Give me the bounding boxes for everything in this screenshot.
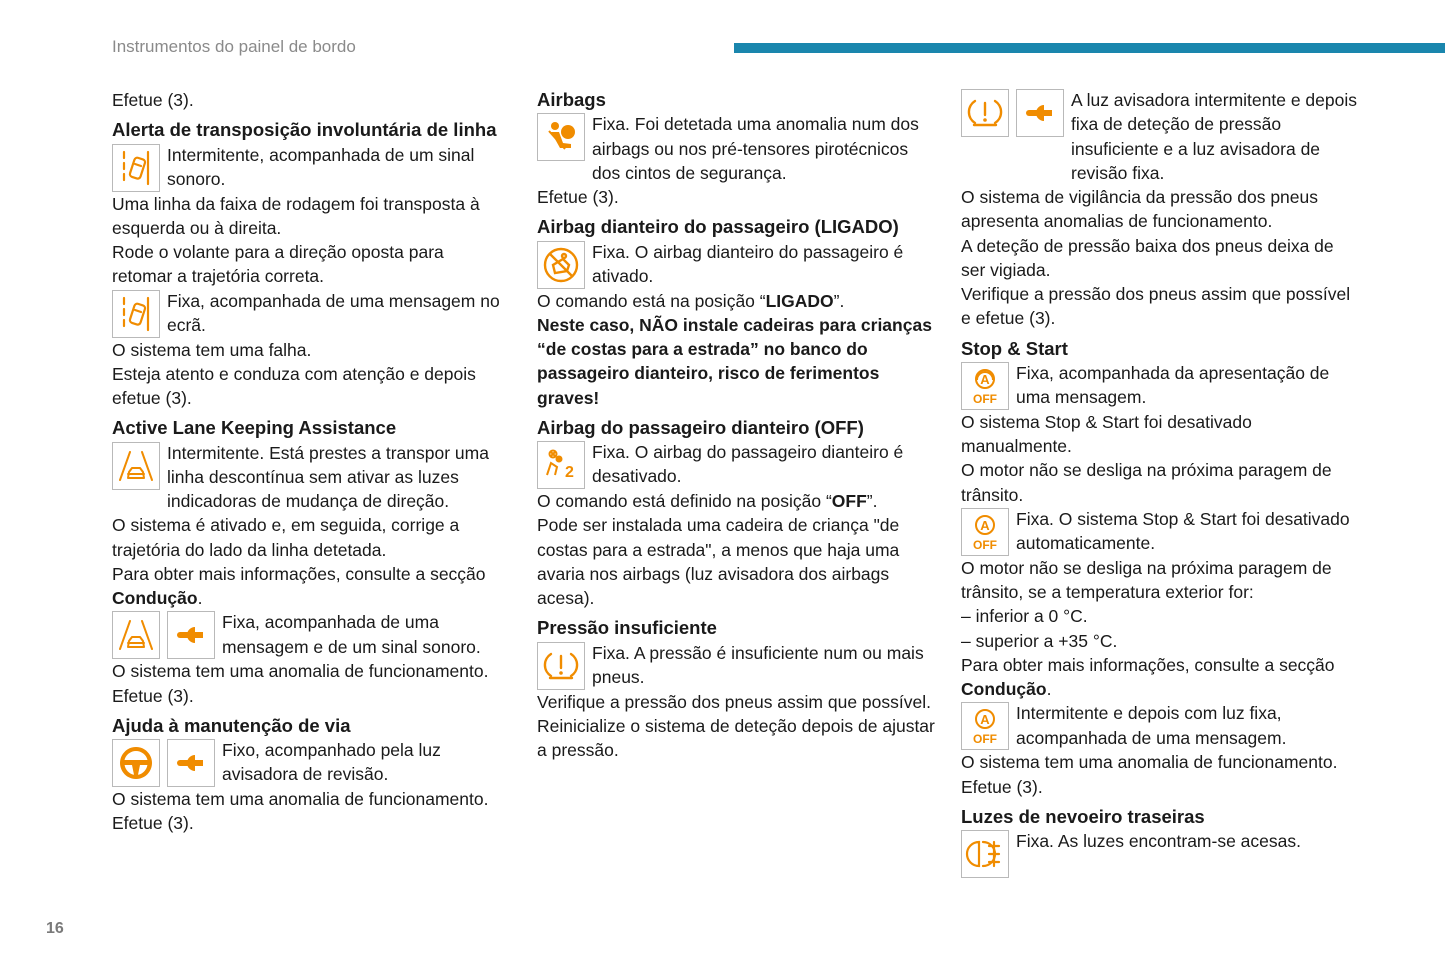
fog-row-1 [961, 829, 1357, 878]
paragraph: Reinicialize o sistema de deteção depois de ajustar a pressão. [537, 715, 935, 760]
paragraph-with-reference: Para obter mais informações, consulte a secção Condução. [112, 563, 486, 608]
pressure-row-1 [537, 641, 935, 690]
off-label: OFF [973, 391, 997, 406]
pressure-row-1-text: Fixa. A pressão é insuficiente num ou mais pneus. [592, 642, 924, 687]
alka-row-1-text: Intermitente. Está prestes a transpor uma linha descontínua sem ativar as luzes indicadoras de mudança de direção. [167, 442, 489, 511]
rear-fog-light-icon [961, 830, 1009, 878]
paragraph-with-reference: O comando está na posição “LIGADO”. [537, 290, 845, 311]
paragraph: O motor não se desliga na próxima paragem de trânsito. [961, 460, 1332, 505]
paragraph: O sistema é ativado e, em seguida, corrige a trajetória do lado da linha detetada. [112, 515, 460, 560]
list-item: – inferior a 0 °C. [961, 606, 1088, 627]
paragraph: Efetue (3). [961, 776, 1043, 797]
paragraph: Efetue (3). [537, 187, 619, 207]
airbag-icon [537, 113, 585, 161]
paragraph: O sistema de vigilância da pressão dos pneus apresenta anomalias de funcionamento. [961, 187, 1319, 232]
column-middle [537, 88, 935, 762]
stop-start-row-2-text: Fixa. O sistema Stop & Start foi desativado automaticamente. [1016, 508, 1350, 553]
paragraph: Efetue (3). [112, 813, 194, 834]
section-heading-airbag-on: Airbag dianteiro do passageiro (LIGADO) [537, 216, 899, 238]
paragraph: Pode ser instalada uma cadeira de criança "de costas para a estrada", a menos que haja uma avaria nos airbags (luz avisadora dos airbags acesa). [537, 515, 900, 608]
paragraph: Rode o volante para a direção oposta para retomar a trajetória correta. [112, 242, 444, 287]
stop-start-row-3 [961, 701, 1357, 750]
paragraph: A deteção de pressão baixa dos pneus deixa de ser vigiada. [961, 235, 1334, 280]
child-seat-prohibited-icon [537, 241, 585, 289]
paragraph: O sistema tem uma anomalia de funcionamento. [961, 752, 1338, 773]
svg-text:A: A [980, 712, 990, 728]
lane-alert-row-1-text: Intermitente, acompanhada de um sinal sonoro. [167, 144, 475, 189]
paragraph: O sistema tem uma anomalia de funcionamento. [112, 789, 489, 809]
airbag-off-row-1 [537, 440, 935, 489]
stop-start-row-3-text: Intermitente e depois com luz fixa, acompanhada de uma mensagem. [1016, 703, 1287, 748]
tpms-row-1 [961, 88, 1357, 185]
column-left [112, 88, 508, 836]
section-heading-lane-help: Ajuda à manutenção de via [112, 714, 351, 736]
paragraph: O sistema tem uma anomalia de funcionamento. [112, 661, 489, 682]
svg-text:2: 2 [565, 464, 574, 481]
airbags-row-1-text: Fixa. Foi detetada uma anomalia num dos airbags ou nos pré-tensores pirotécnicos dos cintos de segurança. [592, 114, 919, 183]
tyre-pressure-icon [537, 642, 585, 690]
running-header: Instrumentos do painel de bordo [112, 37, 356, 56]
paragraph: O sistema Stop & Start foi desativado manualmente. [961, 411, 1252, 456]
svg-text:A: A [980, 517, 990, 533]
page-number: 16 [46, 920, 64, 937]
paragraph: Efetue (3). [112, 685, 194, 706]
wrench-icon [167, 611, 215, 659]
paragraph-with-reference: Para obter mais informações, consulte a secção Condução. [961, 654, 1335, 699]
lane-keeping-icon [112, 611, 160, 659]
section-heading-pressure: Pressão insuficiente [537, 617, 717, 639]
section-reference: Condução [961, 679, 1047, 699]
paragraph: Efetue (3). [112, 90, 194, 110]
airbag-on-row-1-text: Fixa. O airbag dianteiro do passageiro é ativado. [592, 241, 904, 286]
stop-start-off-icon [961, 508, 1009, 556]
fog-row-1-text: Fixa. As luzes encontram-se acesas. [1016, 831, 1301, 851]
section-heading-stop-start: Stop & Start [961, 337, 1068, 359]
lane-alert-row-1 [112, 143, 508, 192]
column-right [961, 88, 1357, 878]
stop-start-row-1 [961, 361, 1357, 410]
lane-help-row-1 [112, 738, 508, 787]
section-heading-alka: Active Lane Keeping Assistance [112, 417, 397, 439]
stop-start-off-icon [961, 362, 1009, 410]
airbag-on-row-1 [537, 240, 935, 289]
paragraph: O motor não se desliga na próxima paragem de trânsito, se a temperatura exterior for: [961, 557, 1332, 602]
safety-warning: Neste caso, NÃO instale cadeiras para crianças “de costas para a estrada” no banco do passageiro dianteiro, risco de ferimentos graves! [537, 314, 932, 408]
wrench-icon [167, 739, 215, 787]
lane-keeping-icon [112, 442, 160, 490]
lane-alert-row-2 [112, 289, 508, 338]
lane-departure-icon [112, 290, 160, 338]
wrench-icon [1016, 89, 1064, 137]
stop-start-off-icon [961, 702, 1009, 750]
alka-row-2-text: Fixa, acompanhada de uma mensagem e de um sinal sonoro. [222, 612, 481, 657]
stop-start-row-1-text: Fixa, acompanhada da apresentação de uma mensagem. [1016, 362, 1330, 407]
section-heading-fog: Luzes de nevoeiro traseiras [961, 805, 1205, 827]
list-item: – superior a +35 °C. [961, 630, 1118, 651]
lane-help-row-1-text: Fixo, acompanhado pela luz avisadora de revisão. [222, 740, 441, 785]
header-accent-bar [734, 43, 1445, 53]
paragraph: Verifique a pressão dos pneus assim que possível e efetue (3). [961, 284, 1351, 329]
alka-row-2 [112, 610, 508, 659]
airbags-row-1 [537, 112, 935, 185]
airbag-off-icon [537, 441, 585, 489]
steering-wheel-icon [112, 739, 160, 787]
section-heading-airbags: Airbags [537, 89, 606, 110]
off-label: OFF [973, 537, 997, 552]
lane-departure-icon [112, 144, 160, 192]
lane-alert-row-2-text: Fixa, acompanhada de uma mensagem no ecrã. [167, 290, 500, 335]
airbag-off-row-1-text: Fixa. O airbag do passageiro dianteiro é desativado. [592, 442, 904, 487]
section-heading-lane-alert: Alerta de transposição involuntária de linha [112, 119, 497, 141]
paragraph: Verifique a pressão dos pneus assim que possível. [537, 691, 931, 712]
svg-text:A: A [980, 371, 990, 387]
section-heading-airbag-off: Airbag do passageiro dianteiro (OFF) [537, 416, 864, 438]
off-label: OFF [973, 732, 997, 747]
paragraph-with-reference: O comando está definido na posição “OFF”. [537, 491, 878, 511]
section-reference: Condução [112, 588, 198, 608]
paragraph: Esteja atento e conduza com atenção e depois efetue (3). [112, 363, 476, 408]
alka-row-1 [112, 441, 508, 514]
paragraph: Uma linha da faixa de rodagem foi transposta à esquerda ou à direita. [112, 193, 480, 238]
tpms-row-1-text: A luz avisadora intermitente e depois fixa de deteção de pressão insuficiente e a luz avisadora de revisão fixa. [1071, 90, 1357, 183]
tyre-pressure-icon [961, 89, 1009, 137]
paragraph: O sistema tem uma falha. [112, 339, 312, 360]
stop-start-row-2 [961, 507, 1357, 556]
